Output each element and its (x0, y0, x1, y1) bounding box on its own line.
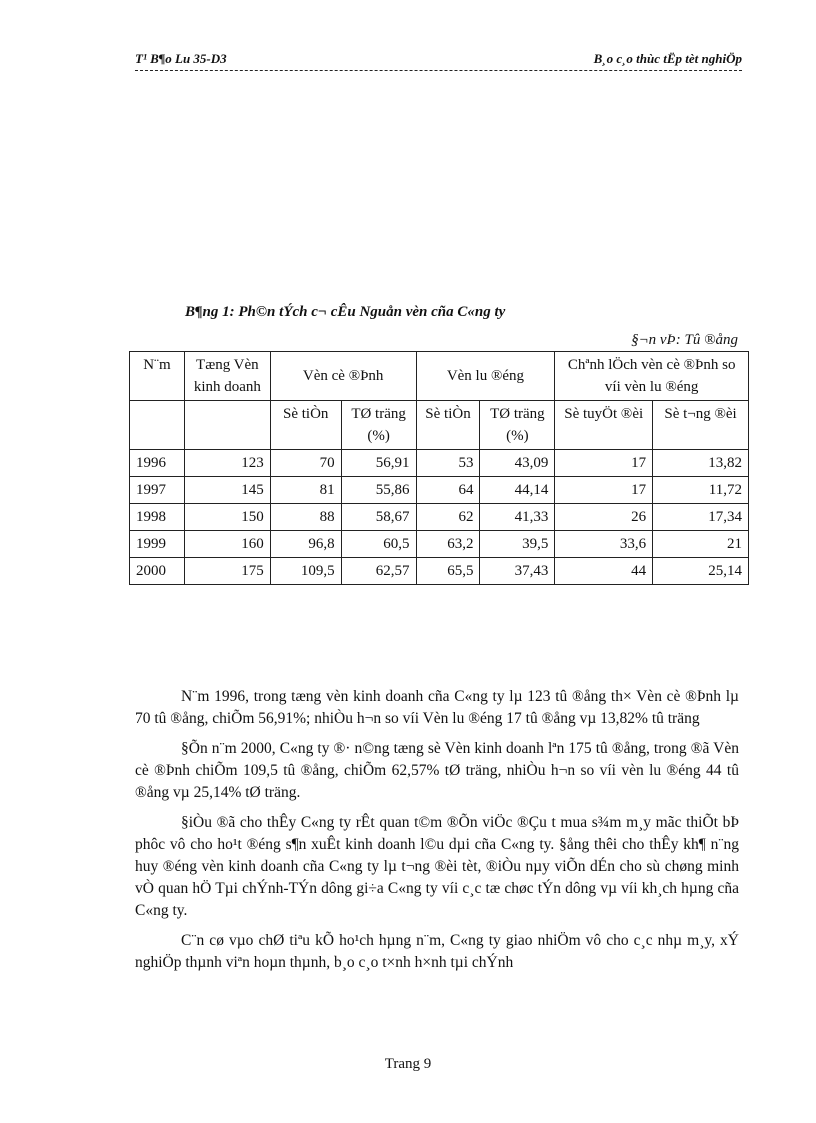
header-year: N¨m (130, 352, 185, 401)
cell-year: 1997 (130, 477, 185, 504)
header-diff-abs: Sè tuyÖt ®èi (555, 401, 653, 450)
cell-working-pct: 41,33 (480, 504, 555, 531)
cell-working: 53 (416, 450, 480, 477)
cell-diff-rel: 25,14 (653, 558, 749, 585)
cell-fixed-pct: 60,5 (341, 531, 416, 558)
cell-working: 63,2 (416, 531, 480, 558)
cell-diff-abs: 26 (555, 504, 653, 531)
cell-working: 64 (416, 477, 480, 504)
header-fixed-amount: Sè tiÒn (270, 401, 341, 450)
header-working-amount: Sè tiÒn (416, 401, 480, 450)
table-caption: B¶ng 1: Ph©n tÝch c¬ cÊu Nguån vèn cña C«ng ty (185, 304, 506, 320)
cell-diff-abs: 44 (555, 558, 653, 585)
table-row (130, 504, 749, 531)
cell-diff-rel: 21 (653, 531, 749, 558)
header-row-2 (130, 401, 749, 450)
header-right: B¸o c¸o thùc tËp tèt nghiÖp (593, 51, 742, 66)
cell-fixed: 70 (270, 450, 341, 477)
paragraph: N¨m 1996, trong tæng vèn kinh doanh cña C«ng ty lµ 123 tû ®ång th× Vèn cè ®Þnh lµ 70 tû ®ång, chiÕm 56,91%; nhiÒu h¬n so víi Vèn lu ®éng 17 tû ®ång vµ 13,82% tû träng (135, 688, 739, 727)
header-working-pct: TØ träng (%) (480, 401, 555, 450)
cell-working: 62 (416, 504, 480, 531)
header-empty (130, 401, 185, 450)
table-row (130, 477, 749, 504)
cell-fixed: 88 (270, 504, 341, 531)
header-row-1 (130, 352, 749, 401)
cell-year: 1998 (130, 504, 185, 531)
cell-diff-abs: 33,6 (555, 531, 653, 558)
capital-structure-table (129, 351, 749, 585)
cell-working-pct: 39,5 (480, 531, 555, 558)
cell-fixed-pct: 62,57 (341, 558, 416, 585)
cell-diff-rel: 17,34 (653, 504, 749, 531)
paragraph: C¨n cø vµo chØ tiªu kÕ ho¹ch hµng n¨m, C«ng ty giao nhiÖm vô cho c¸c nhµ m¸y, xÝ nghiÖp thµnh viªn hoµn thµnh, b¸o c¸o t×nh h×nh tµi chÝnh (135, 932, 739, 971)
cell-year: 1999 (130, 531, 185, 558)
cell-year: 2000 (130, 558, 185, 585)
cell-total: 160 (184, 531, 270, 558)
cell-year: 1996 (130, 450, 185, 477)
cell-fixed: 96,8 (270, 531, 341, 558)
table-row (130, 450, 749, 477)
header-left: T¹ B¶o Lu 35-D3 (135, 51, 227, 66)
cell-diff-rel: 13,82 (653, 450, 749, 477)
cell-fixed: 109,5 (270, 558, 341, 585)
cell-fixed-pct: 56,91 (341, 450, 416, 477)
header-total: Tæng Vèn kinh doanh (184, 352, 270, 401)
header-diff-rel: Sè t¬ng ®èi (653, 401, 749, 450)
cell-total: 150 (184, 504, 270, 531)
page-header (135, 50, 742, 71)
cell-diff-rel: 11,72 (653, 477, 749, 504)
header-fixed: Vèn cè ®Þnh (270, 352, 416, 401)
page-number: Trang 9 (384, 1056, 432, 1072)
cell-working-pct: 44,14 (480, 477, 555, 504)
header-diff: Chªnh lÖch vèn cè ®Þnh so víi vèn lu ®éng (555, 352, 749, 401)
cell-working-pct: 37,43 (480, 558, 555, 585)
cell-diff-abs: 17 (555, 477, 653, 504)
cell-total: 145 (184, 477, 270, 504)
cell-diff-abs: 17 (555, 450, 653, 477)
cell-fixed-pct: 58,67 (341, 504, 416, 531)
body-text (135, 686, 739, 982)
cell-working: 65,5 (416, 558, 480, 585)
cell-total: 123 (184, 450, 270, 477)
cell-fixed: 81 (270, 477, 341, 504)
paragraph: §Õn n¨m 2000, C«ng ty ®· n©ng tæng sè Vèn kinh doanh lªn 175 tû ®ång, trong ®ã Vèn cè ®Þnh chiÕm 109,5 tû ®ång, chiÕm 62,57% tØ träng, nhiÒu h¬n so víi vèn lu ®éng 44 tû ®ång vµ 25,14% tØ träng. (135, 740, 739, 801)
header-working: Vèn lu ®éng (416, 352, 555, 401)
paragraph: §iÒu ®ã cho thÊy C«ng ty rÊt quan t©m ®Õn viÖc ®Çu t mua s¾m m¸y mãc thiÕt bÞ phôc vô cho ho¹t ®éng s¶n xuÊt kinh doanh l©u dµi cña C«ng ty. §ång thêi cho thÊy kh¶ n¨ng huy ®éng vèn kinh doanh cña C«ng ty lµ t¬ng ®èi tèt, ®iÒu nµy viÕn dÉn cho sù chøng minh vÒ quan hÖ Tµi chÝnh-TÝn dông gi÷a C«ng ty víi c¸c tæ chøc tÝn dông vµ víi kh¸ch hµng cña C«ng ty. (135, 814, 739, 919)
header-fixed-pct: TØ träng (%) (341, 401, 416, 450)
cell-total: 175 (184, 558, 270, 585)
cell-working-pct: 43,09 (480, 450, 555, 477)
table-row (130, 558, 749, 585)
table-row (130, 531, 749, 558)
cell-fixed-pct: 55,86 (341, 477, 416, 504)
header-empty (184, 401, 270, 450)
table-unit: §¬n vÞ: Tû ®ång (631, 332, 738, 348)
